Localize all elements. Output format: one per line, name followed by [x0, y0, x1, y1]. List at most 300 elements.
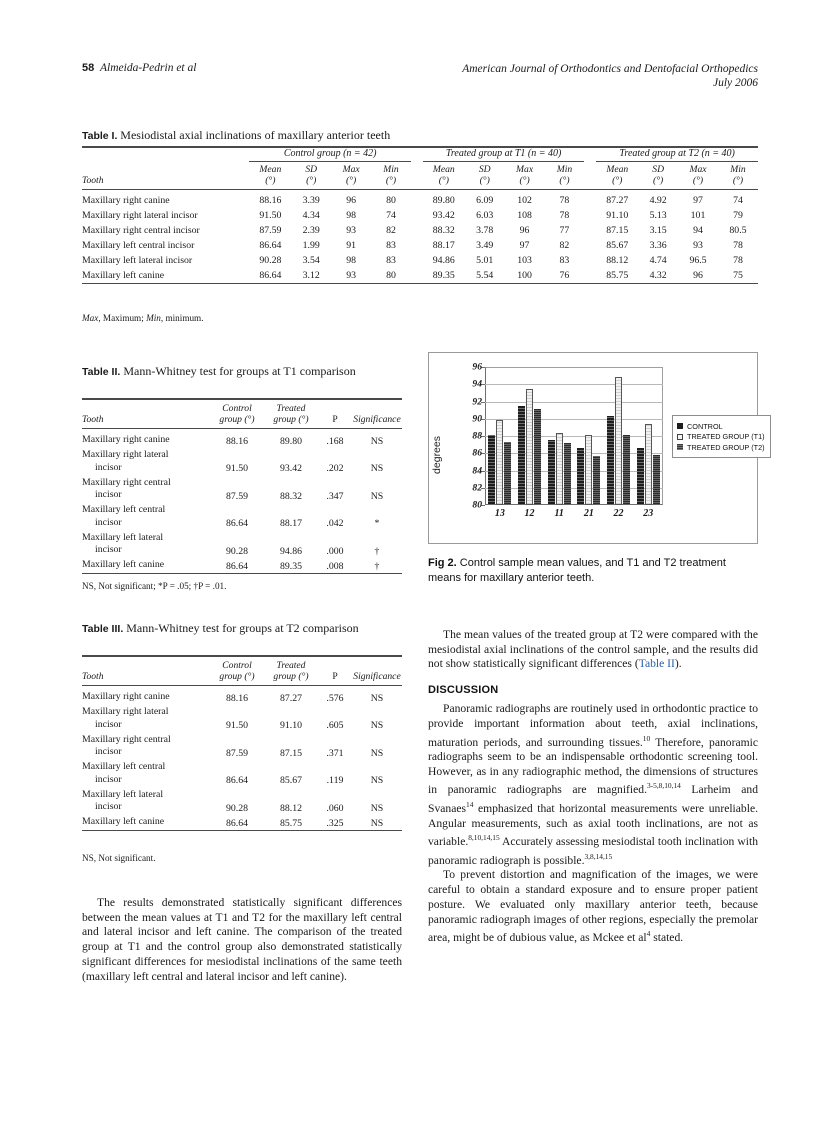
table1-cell-value: 82 — [386, 225, 396, 236]
table-row — [82, 686, 402, 705]
table1-group-t1: Treated group at T1 (n = 40) — [423, 147, 585, 162]
table1-cell-value: 3.49 — [476, 240, 494, 251]
table3-cell-p: .371 — [326, 747, 344, 759]
table-row — [82, 787, 402, 815]
sub-unit: (°) — [732, 175, 744, 186]
hdr-line2: group (°) — [219, 671, 255, 682]
chart-bar — [615, 377, 622, 505]
table1-header-control-mean — [249, 162, 291, 190]
right-paragraph-1 — [428, 628, 758, 672]
table3-cell-p: .576 — [318, 686, 352, 705]
table3-cell-tooth — [82, 815, 210, 830]
table2-cell-tooth — [82, 558, 210, 573]
sub-label: Max — [689, 164, 707, 175]
chart-bar — [488, 435, 495, 505]
table2-title — [82, 364, 402, 380]
table1-cell-value: 90.28 — [259, 255, 282, 266]
page-number: 58 — [82, 62, 95, 74]
table2-cell-tooth — [82, 448, 210, 476]
table1-cell-value: 94 — [693, 225, 703, 236]
sub-unit: (°) — [385, 175, 397, 186]
chart-bar — [637, 448, 644, 505]
discussion-paragraph-2 — [428, 868, 758, 945]
figure2-caption-text: Control sample mean values, and T1 and T2 treatment means for maxillary anterior teeth. — [428, 557, 726, 584]
table2-cell-treated: 93.42 — [279, 463, 303, 475]
chart-bar-group — [574, 367, 604, 505]
table3-caption: Mann-Whitney test for groups at T2 comparison — [126, 621, 359, 635]
table3-header-significance: Significance — [352, 656, 402, 686]
table2-footnote-text: NS, Not significant; *P = .05; †P = .01. — [82, 581, 227, 591]
table1-cell-value: 108 — [517, 210, 532, 221]
issue-date: July 2006 — [712, 77, 758, 89]
table1-header-t2-sd — [638, 162, 678, 190]
sub-unit: (°) — [559, 175, 570, 186]
table1-cell-value: 101 — [690, 210, 706, 221]
table1-cell-value: 80 — [386, 270, 396, 281]
chart-bar-group — [633, 367, 663, 505]
chart-bar — [534, 409, 541, 505]
table1-cell-spacer — [584, 238, 596, 253]
table1-cell-value: 87.27 — [596, 190, 638, 209]
table2-header-row — [82, 399, 402, 429]
table1-cell-value: 87.15 — [606, 225, 629, 236]
table1-cell-value: 93 — [346, 270, 356, 281]
sub-label: Min — [383, 164, 399, 175]
legend-label: TREATED GROUP (T2) — [687, 442, 765, 452]
table2-cell-significance: † — [374, 560, 380, 572]
chart-bar — [526, 389, 533, 505]
table1-cell-spacer — [411, 208, 423, 223]
y-axis-tick-label: 92 — [472, 396, 482, 407]
table1-cell-value: 85.75 — [606, 270, 629, 281]
y-axis-tick-label: 80 — [472, 499, 482, 511]
figure2-chart — [428, 352, 765, 544]
table1-cell-value: 94.86 — [432, 255, 455, 266]
table1-group-t2: Treated group at T2 (n = 40) — [596, 147, 758, 162]
table1-cell-spacer — [411, 253, 423, 268]
sub-label: Max — [516, 164, 534, 175]
table3-cell-significance: NS — [370, 775, 384, 787]
chart-bar-group — [485, 367, 515, 505]
chart-legend — [672, 415, 771, 458]
table1-header-control-min — [371, 162, 411, 190]
table1-cell-value: 1.99 — [302, 240, 320, 251]
y-axis-tick-label: 90 — [472, 413, 482, 425]
table3-cell-significance: NS — [370, 817, 384, 829]
legend-item-treated-t2 — [677, 443, 765, 452]
table1-subheader-row — [82, 162, 758, 190]
table1-cell-value: 5.54 — [476, 270, 494, 281]
table-row — [82, 448, 402, 476]
rule-cell — [291, 284, 331, 292]
table-row — [82, 503, 402, 531]
right-column-text — [428, 628, 758, 946]
table2-cell-tooth — [82, 429, 210, 448]
table2-cell-significance: NS — [370, 490, 384, 502]
disc-p2-b: stated. — [650, 931, 684, 945]
table-row — [82, 705, 402, 733]
table-row — [82, 760, 402, 788]
table1-footnote-min-text: , minimum. — [160, 313, 204, 323]
legend-swatch-icon — [677, 423, 683, 429]
tooth-line: Maxillary right central — [82, 476, 171, 488]
table3-cell-treated: 88.12 — [279, 802, 303, 814]
table3-cell-significance: NS — [370, 802, 384, 814]
table3-cell-control: 90.28 — [225, 802, 249, 814]
table1-group-control: Control group (n = 42) — [249, 147, 411, 162]
rule-cell — [638, 284, 678, 292]
table1-cell-value: 4.92 — [638, 190, 678, 209]
rule-cell — [371, 284, 411, 292]
table2-header-control — [210, 399, 264, 429]
table-row — [82, 223, 758, 238]
table1-header-t1-min — [545, 162, 585, 190]
tooth-line-cont: incisor — [95, 773, 122, 785]
running-head — [82, 62, 758, 96]
table1-cell-value: 6.03 — [476, 210, 494, 221]
rule-cell — [545, 284, 585, 292]
disc-p1-c: Larheim and Svanaes — [428, 783, 758, 815]
table2-cell-p: .202 — [326, 463, 344, 475]
table3-header-control — [210, 656, 264, 686]
table1-header-t2-max — [678, 162, 718, 190]
rule-cell — [465, 284, 505, 292]
table3-title — [82, 621, 402, 637]
rule-cell — [596, 284, 638, 292]
table1-header-t1-max — [505, 162, 545, 190]
left-column-text — [82, 896, 402, 984]
table2-cell-p: .008 — [326, 560, 344, 572]
table1-cell-value: 86.64 — [259, 270, 282, 281]
y-axis-label: degrees — [431, 436, 443, 474]
table1-cell-value: 89.80 — [423, 190, 465, 209]
table3-cell-tooth — [82, 787, 210, 815]
sub-label: Mean — [432, 164, 455, 175]
y-axis-tick-label: 82 — [472, 482, 482, 494]
table2-cell-p: .168 — [318, 429, 352, 448]
table3-cell-tooth — [82, 732, 210, 760]
legend-item-control — [677, 422, 765, 431]
running-head-right — [462, 62, 758, 90]
chart-bar — [653, 455, 660, 505]
hdr-line1: Control — [222, 660, 252, 671]
citation-ref[interactable]: 4 — [646, 929, 651, 939]
table1-cell-value: 96 — [331, 190, 371, 209]
discussion-paragraph-1 — [428, 702, 758, 868]
x-axis-tick-label: 22 — [613, 508, 624, 519]
table1-cell-spacer — [584, 268, 596, 284]
table1-footnote-min-abbr: Min — [146, 313, 161, 323]
table2-header-treated — [264, 399, 318, 429]
table2-cell-tooth — [82, 475, 210, 503]
table2-cell-treated: 88.32 — [279, 490, 303, 502]
rule-cell — [264, 574, 318, 581]
table2-cell-significance: * — [374, 518, 380, 530]
table1-cell-value: 4.34 — [302, 210, 320, 221]
rule-cell — [82, 831, 210, 838]
table1-cell-value: 2.39 — [302, 225, 320, 236]
sub-label: Mean — [606, 164, 629, 175]
table1-cell-value: 3.12 — [302, 270, 320, 281]
hdr-line1: Treated — [276, 403, 306, 414]
table1-header-t1-sd — [465, 162, 505, 190]
table2-label: Table II. — [82, 366, 121, 378]
figure2-caption — [428, 556, 758, 585]
tooth-line: Maxillary right lateral — [82, 705, 169, 717]
disc-p1-a: Panoramic radiographs are routinely used in orthodontic practice to provide important information about teeth, axial inclinations, maturation periods, and surrounding tissues. — [428, 702, 758, 749]
table-row — [82, 475, 402, 503]
table1-header-control-sd — [291, 162, 331, 190]
rule-cell — [318, 831, 352, 838]
table2-cell-p: .042 — [326, 518, 344, 530]
table1-cell-value: 100 — [517, 270, 532, 281]
sub-unit: (°) — [345, 175, 357, 186]
rule-cell — [210, 574, 264, 581]
table-row — [82, 429, 402, 448]
table3-cell-tooth — [82, 686, 210, 705]
table-row — [82, 190, 758, 209]
table1-bottom-rule — [82, 284, 758, 292]
table3-cell-control: 88.16 — [210, 686, 264, 705]
table3-cell-treated: 87.27 — [264, 686, 318, 705]
table1-cell-value: 3.39 — [291, 190, 331, 209]
table1-cell-tooth: Maxillary right canine — [82, 190, 249, 209]
sub-unit: (°) — [653, 175, 664, 186]
table1-cell-value: 80.5 — [729, 225, 747, 236]
rule-cell — [678, 284, 718, 292]
table2-crossref-link[interactable]: Table II — [638, 657, 675, 671]
rule-cell — [82, 284, 249, 292]
chart-bar-group — [604, 367, 634, 505]
table1-cell-spacer — [411, 223, 423, 238]
table1-cell-value: 93.42 — [432, 210, 455, 221]
table3-footnote — [82, 853, 156, 863]
table3-header-row — [82, 656, 402, 686]
table2 — [82, 398, 402, 580]
table2-cell-significance: NS — [370, 463, 384, 475]
rule-cell — [423, 284, 465, 292]
table3-cell-control: 86.64 — [225, 775, 249, 787]
rule-cell — [352, 831, 402, 838]
table1-cell-value: 3.15 — [649, 225, 667, 236]
table1-cell-value: 102 — [505, 190, 545, 209]
x-axis-tick-label: 12 — [524, 508, 535, 519]
chart-bar — [556, 433, 563, 505]
rule-cell — [331, 284, 371, 292]
chart-bar — [564, 443, 571, 505]
tooth-line: Maxillary right lateral — [82, 448, 169, 460]
table1-cell-value: 91.50 — [259, 210, 282, 221]
table2-footnote — [82, 581, 226, 591]
y-axis-tick-label: 94 — [472, 378, 482, 390]
table1-cell-spacer — [411, 268, 423, 284]
table1-cell-value: 96.5 — [689, 255, 707, 266]
table3-header-treated — [264, 656, 318, 686]
table1-cell-tooth: Maxillary left central incisor — [82, 240, 195, 251]
table1-cell-value: 88.32 — [432, 225, 455, 236]
chart-bar — [504, 442, 511, 505]
table2-cell-significance: † — [374, 545, 380, 557]
tooth-line-cont: incisor — [95, 544, 122, 556]
citation-ref[interactable]: 10 — [642, 733, 651, 743]
table1-cell-value: 88.12 — [606, 255, 629, 266]
chart-bar — [623, 435, 630, 505]
table2-cell-treated: 88.17 — [279, 518, 303, 530]
tooth-line-cont: incisor — [95, 801, 122, 813]
table3-label: Table III. — [82, 623, 124, 635]
table1-cell-value: 98 — [346, 210, 356, 221]
citation-ref[interactable]: 3,8,14,15 — [584, 851, 613, 861]
table3-header-p: P — [318, 656, 352, 686]
table2-cell-treated: 89.80 — [264, 429, 318, 448]
table2-cell-control: 90.28 — [225, 545, 249, 557]
table3-cell-p: .605 — [326, 720, 344, 732]
table1-cell-spacer — [411, 238, 423, 253]
running-head-authors: Almeida-Pedrin et al — [100, 62, 197, 74]
chart-bar — [585, 435, 592, 505]
table1-cell-value: 4.32 — [649, 270, 667, 281]
disc-p1-d: emphasized that horizontal measurements were unreliable. Angular measurements, such as axial tooth inclinations, are not as variable. — [428, 801, 758, 849]
legend-swatch-icon — [677, 444, 683, 450]
table2-caption: Mann-Whitney test for groups at T1 comparison — [123, 364, 356, 378]
bars-layer — [485, 367, 663, 505]
table2-cell-treated: 89.35 — [279, 560, 303, 572]
table1-cell-value: 88.17 — [432, 240, 455, 251]
table1-header-t1-mean — [423, 162, 465, 190]
chart-bar-group — [544, 367, 574, 505]
legend-swatch-icon — [677, 434, 683, 440]
disc-p1-b: Therefore, panoramic radiographs seem to be an indispensable orthodontic screening tool. However, as in any radiographic method, the dimensions of structures in panoramic radiographs are magnified. — [428, 735, 758, 797]
table3-cell-treated: 85.75 — [279, 817, 303, 829]
table1-cell-value: 97 — [519, 240, 530, 251]
journal-title: American Journal of Orthodontics and Dentofacial Orthopedics — [462, 63, 758, 75]
citation-ref[interactable]: 3-5,8,10,14 — [646, 781, 681, 791]
table2-body — [82, 429, 402, 581]
right-p1-before: The mean values of the treated group at T2 were compared with the mesiodistal axial inclinations of the control sample, and the results did not show statistically significant differences ( — [428, 628, 758, 671]
table1-spacer-3 — [411, 162, 423, 190]
table2-cell-control: 91.50 — [225, 463, 249, 475]
plot-area — [472, 361, 663, 511]
table2-header-significance: Significance — [352, 399, 402, 429]
table1-cell-value: 5.13 — [649, 210, 667, 221]
sub-label: Max — [342, 164, 360, 175]
table1-cell-spacer — [584, 253, 596, 268]
table1-cell-value: 75 — [733, 270, 743, 281]
table1 — [82, 146, 758, 291]
table1-cell-value: 96 — [693, 270, 703, 281]
table1-cell-value: 74 — [718, 190, 758, 209]
table1-cell-value: 78 — [733, 255, 743, 266]
y-axis-tick-label: 96 — [472, 361, 482, 373]
tooth-line: Maxillary left lateral — [82, 788, 164, 800]
running-head-left — [82, 62, 196, 74]
hdr-line1: Control — [222, 403, 252, 414]
table1-cell-value: 88.16 — [249, 190, 291, 209]
sub-unit: (°) — [612, 175, 623, 186]
table1-header-tooth: Tooth — [82, 175, 104, 186]
table3-cell-treated: 87.15 — [279, 747, 303, 759]
table1-cell-tooth: Maxillary left lateral incisor — [82, 255, 193, 266]
table1-cell-value: 86.64 — [259, 240, 282, 251]
table1-corner — [82, 147, 249, 162]
table3-cell-significance: NS — [370, 747, 384, 759]
table1-cell-value: 83 — [386, 240, 396, 251]
citation-ref[interactable]: 8,10,14,15 — [468, 833, 500, 843]
chart-bar-group — [515, 367, 545, 505]
table1-header-t2-min — [718, 162, 758, 190]
table-row — [82, 815, 402, 830]
table2-cell-control: 87.59 — [225, 490, 249, 502]
chart-bar — [645, 424, 652, 505]
table3-cell-control: 87.59 — [225, 747, 249, 759]
sub-label: Min — [556, 164, 573, 175]
table3-bottom-rule — [82, 831, 402, 838]
table1-cell-tooth: Maxillary left canine — [82, 270, 165, 281]
table1-cell-value: 82 — [559, 240, 570, 251]
table1-cell-value: 3.78 — [476, 225, 494, 236]
table2-cell-control: 88.16 — [210, 429, 264, 448]
hdr-line2: group (°) — [273, 671, 309, 682]
tooth-line-cont: incisor — [95, 461, 122, 473]
table3-cell-p: .119 — [326, 775, 344, 787]
chart-bar — [496, 420, 503, 505]
table1-cell-value: 83 — [386, 255, 396, 266]
table-row — [82, 530, 402, 558]
table3-body — [82, 686, 402, 838]
chart-bar — [577, 448, 584, 505]
rule-cell — [411, 284, 423, 292]
tooth-line: Maxillary left canine — [82, 559, 165, 571]
table2-cell-p: .347 — [326, 490, 344, 502]
table3-cell-p: .325 — [326, 817, 344, 829]
table1-cell-value: 83 — [559, 255, 570, 266]
table1-cell-value: 77 — [559, 225, 570, 236]
table1-cell-spacer — [584, 223, 596, 238]
rule-cell — [718, 284, 758, 292]
chart-bar — [593, 456, 600, 505]
tooth-line: Maxillary left central — [82, 761, 166, 773]
table1-cell-value: 78 — [545, 190, 585, 209]
table-row — [82, 732, 402, 760]
table2-cell-control: 86.64 — [225, 560, 249, 572]
chart-bar — [548, 440, 555, 505]
table1-cell-value: 76 — [559, 270, 570, 281]
table1-footnote-max-text: , Maximum; — [98, 313, 147, 323]
tooth-line-cont: incisor — [95, 746, 122, 758]
chart-bar — [518, 406, 525, 505]
x-axis-tick-label: 11 — [554, 508, 564, 519]
hdr-line2: group (°) — [219, 414, 255, 425]
table1-cell-spacer — [411, 190, 423, 209]
table1-cell-value: 97 — [678, 190, 718, 209]
figure2-label: Fig 2. — [428, 557, 457, 569]
table1-cell-value: 78 — [559, 210, 570, 221]
rule-cell — [318, 574, 352, 581]
tooth-line: Maxillary left lateral — [82, 531, 164, 543]
table2-cell-tooth — [82, 530, 210, 558]
discussion-heading: DISCUSSION — [428, 684, 499, 697]
table3 — [82, 655, 402, 837]
legend-label: TREATED GROUP (T1) — [687, 432, 765, 442]
rule-cell — [210, 831, 264, 838]
y-axis-tick-label: 84 — [472, 465, 482, 476]
table1-cell-value: 3.54 — [302, 255, 320, 266]
table1-cell-value: 103 — [517, 255, 532, 266]
sub-label: Mean — [259, 164, 282, 175]
table1-spacer-4 — [584, 162, 596, 190]
citation-ref[interactable]: 14 — [466, 800, 474, 810]
table1-cell-value: 93 — [346, 225, 356, 236]
